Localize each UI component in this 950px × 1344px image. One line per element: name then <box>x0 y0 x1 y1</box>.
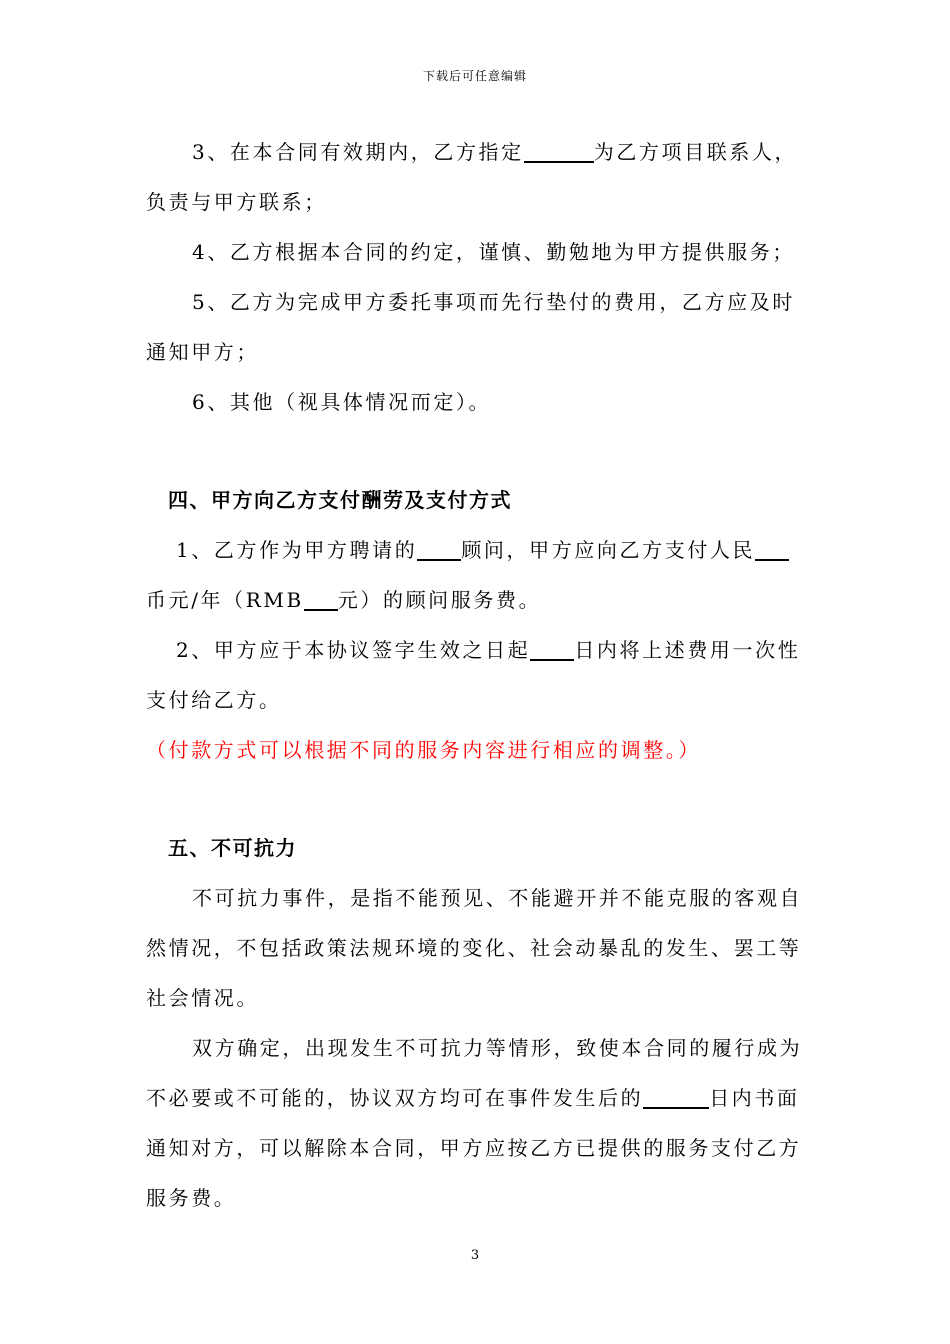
section-5 <box>146 823 806 1223</box>
clause-3-3-text-a: 3、在本合同有效期内，乙方指定 <box>192 140 524 164</box>
clause-4-1-text-c: 币元/年（RMB <box>146 588 304 612</box>
section-5-heading: 五、不可抗力 <box>168 836 297 860</box>
clause-4-2-text-b: 日内将上述费用一次性支付给乙方。 <box>146 638 801 712</box>
clause-4-2-text-a: 2、甲方应于本协议签字生效之日起 <box>176 638 531 662</box>
page-number: 3 <box>470 1248 480 1263</box>
clause-3-4: 4、乙方根据本合同的约定，谨慎、勤勉地为甲方提供服务； <box>192 240 795 264</box>
header-note: 下载后可任意编辑 <box>422 69 527 83</box>
section-3-continued <box>146 127 806 427</box>
clause-3-3 <box>146 127 806 227</box>
section-4-heading: 四、甲方向乙方支付酬劳及支付方式 <box>168 488 512 512</box>
clause-4-2 <box>146 625 806 725</box>
force-majeure-definition: 不可抗力事件，是指不能预见、不能避开并不能克服的客观自然情况，不包括政策法规环境的变化、社会动暴乱的发生、罢工等社会情况。 <box>146 886 803 1010</box>
contact-person-blank <box>524 139 594 163</box>
rmb-amount-blank <box>304 587 338 611</box>
clause-3-3-text-b: 为乙方项目联系人，负责与甲方联系； <box>146 140 798 214</box>
payment-days-blank <box>530 637 574 661</box>
clause-3-6: 6、其他（视具体情况而定）。 <box>192 390 492 414</box>
clause-4-1-text-d: 元）的顾问服务费。 <box>337 588 542 612</box>
clause-3-5: 5、乙方为完成甲方委托事项而先行垫付的费用，乙方应及时通知甲方； <box>146 290 795 364</box>
notice-days-blank <box>643 1085 709 1109</box>
clause-4-1-text-a: 1、乙方作为甲方聘请的 <box>176 538 418 562</box>
section-4 <box>146 475 806 775</box>
clause-4-1 <box>146 525 806 625</box>
clause-4-1-text-b: 顾问，甲方应向乙方支付人民 <box>461 538 756 562</box>
consultant-type-blank <box>417 537 461 561</box>
force-majeure-termination <box>146 1023 806 1223</box>
termination-text-a: 双方确定，出现发生不可抗力等情形，致使本合同的履行成为不必要或不可能的，协议双方均可在事件发生后的 <box>146 1036 803 1110</box>
fee-amount-blank <box>755 537 789 561</box>
termination-text-b: 日内书面通知对方，可以解除本合同，甲方应按乙方已提供的服务支付乙方服务费。 <box>146 1086 802 1210</box>
payment-method-note: （付款方式可以根据不同的服务内容进行相应的调整。） <box>146 738 701 762</box>
